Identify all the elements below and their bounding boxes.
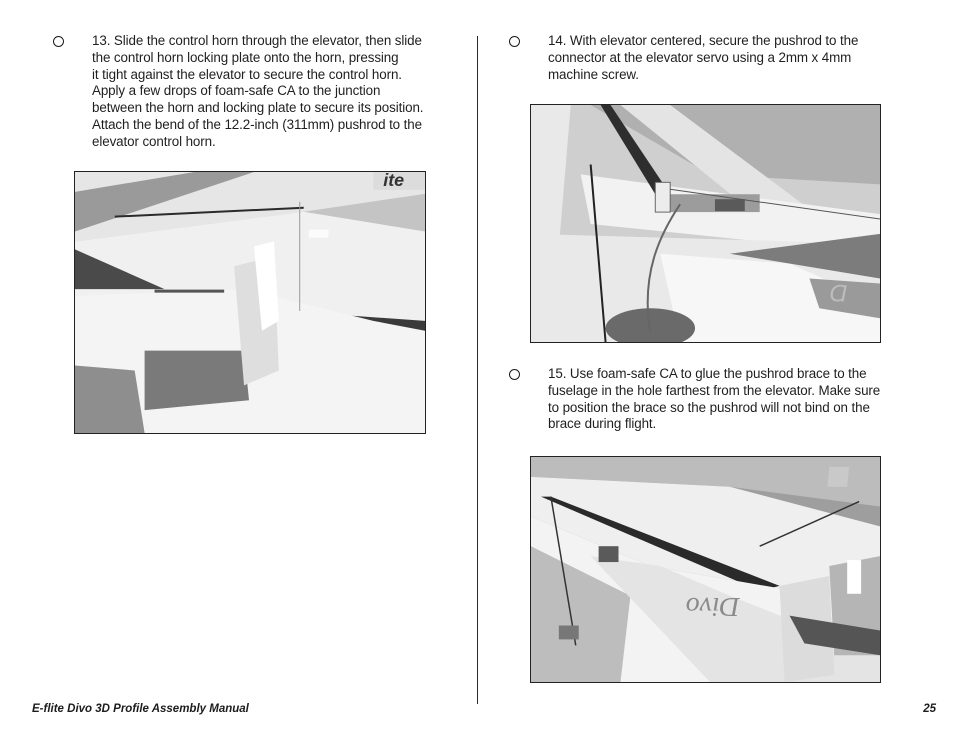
step-13-line: between the horn and locking plate to secure its position.	[92, 100, 424, 116]
photo1-logo-text: ite	[383, 172, 405, 190]
photo-control-horn	[74, 171, 426, 434]
step-15-line: fuselage in the hole farthest from the elevator. Make sure	[548, 382, 881, 398]
checkbox-circle-icon[interactable]	[53, 36, 64, 47]
photo3-logo-text: Divo	[685, 590, 740, 622]
step-14-line: connector at the elevator servo using a 2mm x 4mm	[548, 49, 852, 65]
column-divider	[477, 36, 478, 704]
step-13-line: the control horn locking plate onto the horn, pressing	[92, 49, 399, 65]
step-13-line: it tight against the elevator to secure the control horn.	[92, 66, 402, 82]
page-number: 25	[923, 703, 936, 715]
step-14-line: 14. With elevator centered, secure the pushrod to the	[548, 33, 859, 48]
step-13-line: Attach the bend of the 12.2-inch (311mm) pushrod to the	[92, 116, 422, 132]
photo-pushrod-brace	[530, 456, 881, 683]
photo-servo-connector	[530, 104, 881, 343]
step-13-line: elevator control horn.	[92, 133, 216, 149]
step-13-line: 13. Slide the control horn through the elevator, then slide	[92, 33, 422, 48]
step-14-line: machine screw.	[548, 66, 639, 82]
step-14-text	[548, 33, 858, 83]
svg-text:Ɑ: Ɑ	[829, 280, 848, 308]
step-13	[53, 33, 453, 151]
checkbox-circle-icon[interactable]	[509, 36, 520, 47]
step-15-line: 15. Use foam-safe CA to glue the pushrod brace to the	[548, 366, 867, 381]
step-15-text	[548, 366, 880, 433]
step-13-text	[92, 33, 423, 151]
step-13-line: Apply a few drops of foam-safe CA to the junction	[92, 83, 381, 99]
step-15	[509, 366, 929, 433]
checkbox-circle-icon[interactable]	[509, 369, 520, 380]
step-14	[509, 33, 919, 83]
step-15-line: to position the brace so the pushrod will not bind on the	[548, 399, 870, 415]
step-15-line: brace during flight.	[548, 416, 657, 432]
footer-manual-title: E-flite Divo 3D Profile Assembly Manual	[32, 703, 249, 715]
